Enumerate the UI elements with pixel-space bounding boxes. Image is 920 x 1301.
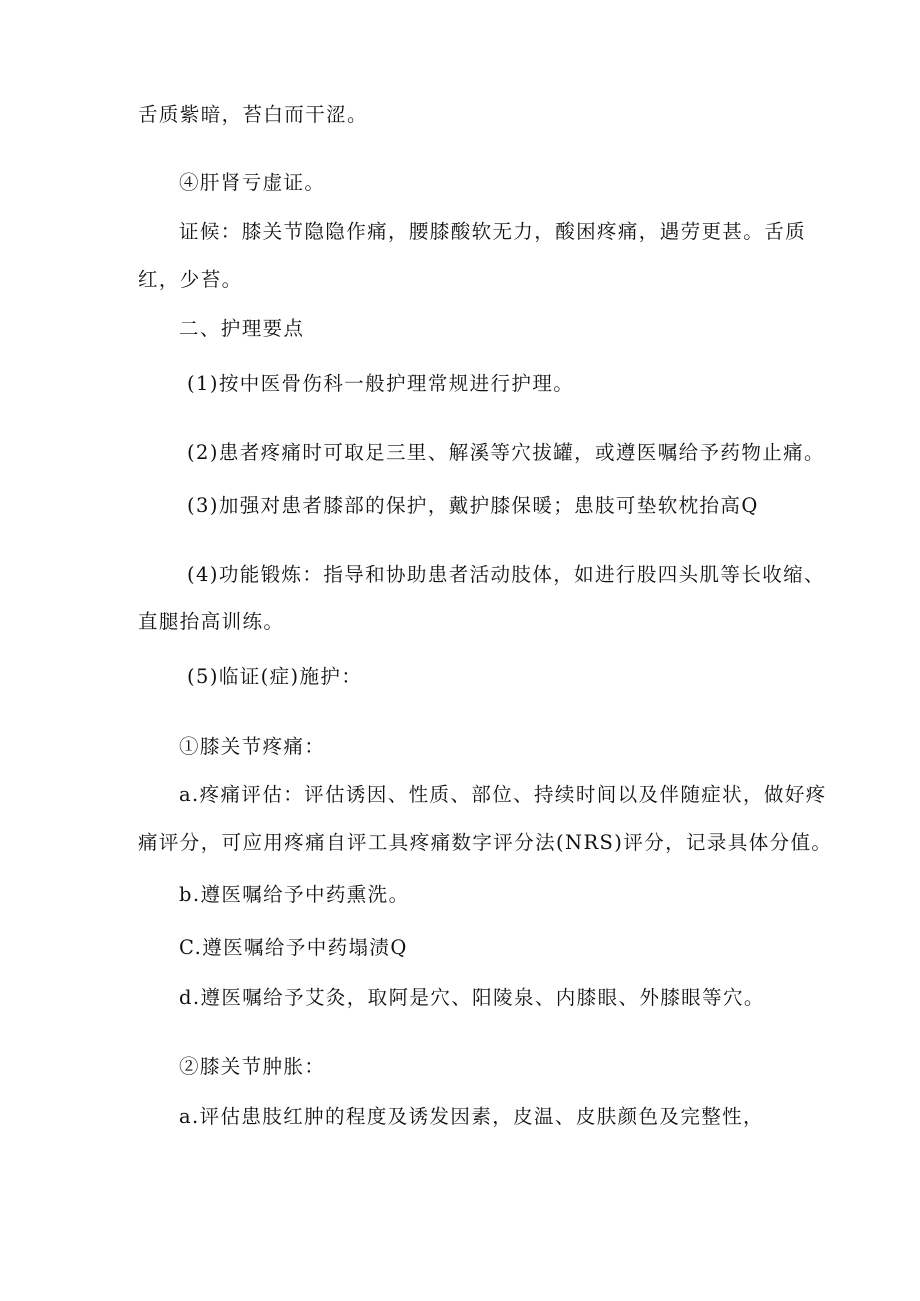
text-line: (1)按中医骨伤科一般护理常规进行护理。 <box>187 372 575 395</box>
text-line: ②膝关节肿胀： <box>179 1055 326 1078</box>
text-line: ④肝肾亏虚证。 <box>179 171 326 194</box>
text-line: d.遵医嘱给予艾灸，取阿是穴、阳陵泉、内膝眼、外膝眼等穴。 <box>179 986 765 1009</box>
text-line: 直腿抬高训练。 <box>138 610 285 633</box>
text-line: a.疼痛评估：评估诱因、性质、部位、持续时间以及伴随症状，做好疼 <box>179 783 827 806</box>
text-line: 红，少苔。 <box>138 268 243 291</box>
text-line: 证候：膝关节隐隐作痛，腰膝酸软无力，酸困疼痛，遇劳更甚。舌质 <box>179 220 807 243</box>
text-line: C.遵医嘱给予中药塌渍Q <box>179 936 408 959</box>
text-line: (2)患者疼痛时可取足三里、解溪等穴拔罐，或遵医嘱给予药物止痛。 <box>187 441 825 464</box>
text-line: a.评估患肢红肿的程度及诱发因素，皮温、皮肤颜色及完整性， <box>179 1105 764 1128</box>
text-line: (4)功能锻炼：指导和协助患者活动肢体，如进行股四头肌等长收缩、 <box>187 563 825 586</box>
text-line: 痛评分，可应用疼痛自评工具疼痛数字评分法(NRS)评分，记录具体分值。 <box>138 831 833 854</box>
text-line: b.遵医嘱给予中药熏洗。 <box>179 883 410 906</box>
text-line: 舌质紫暗，苔白而干涩。 <box>138 103 368 126</box>
section-heading: 二、护理要点 <box>179 317 305 340</box>
text-line: (5)临证(症)施护： <box>187 665 363 688</box>
text-line: ①膝关节疼痛： <box>179 735 326 758</box>
text-line: (3)加强对患者膝部的保护，戴护膝保暖；患肢可垫软枕抬高Q <box>187 494 759 517</box>
